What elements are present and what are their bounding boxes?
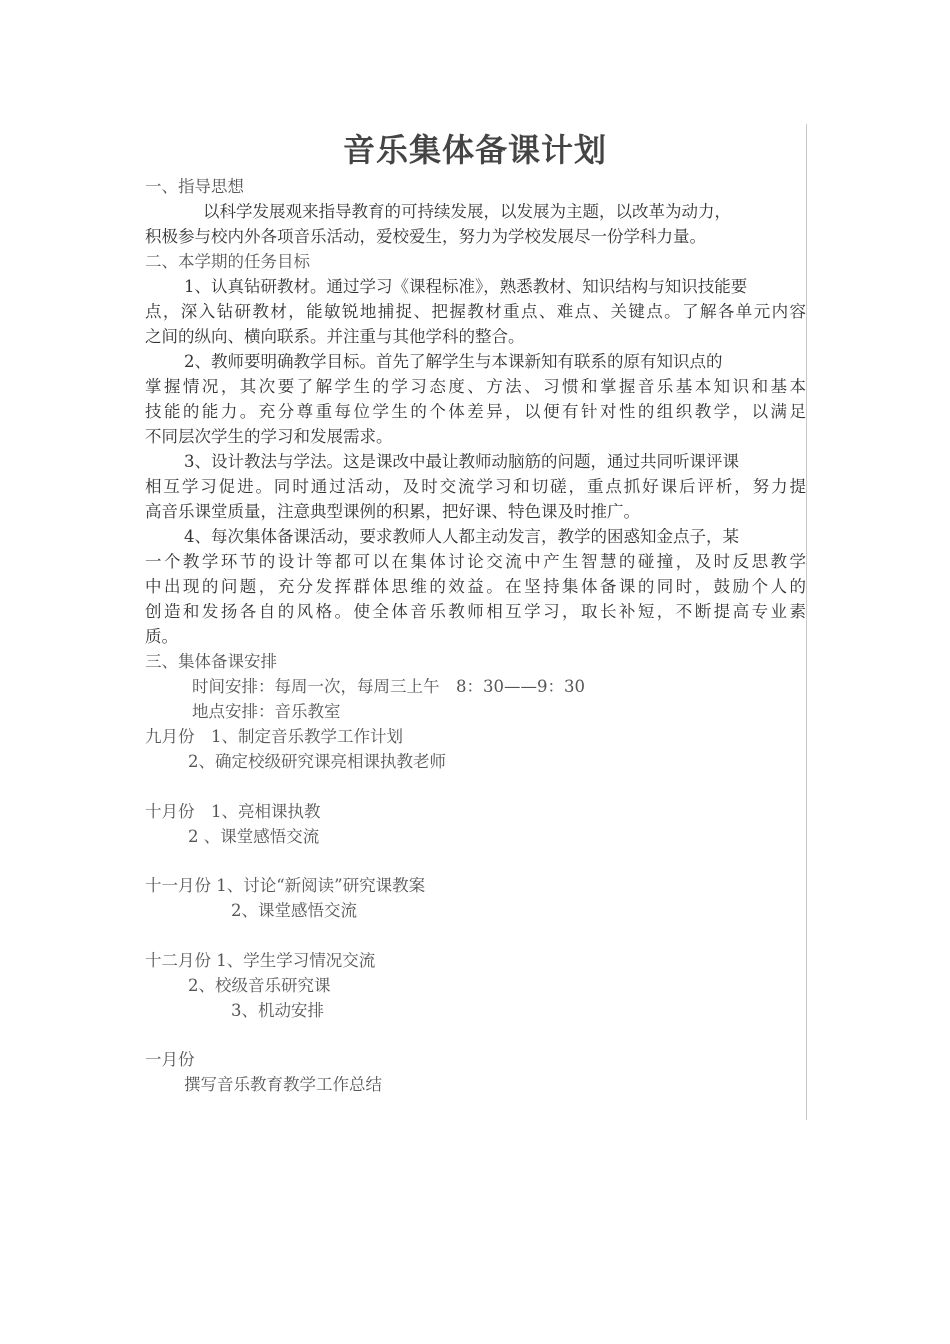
paragraph-line: 一个教学环节的设计等都可以在集体讨论交流中产生智慧的碰撞，及时反思教学 [145, 552, 806, 571]
section-heading: 三、集体备课安排 [145, 652, 277, 671]
month-item: 九月份 1、制定音乐教学工作计划 [145, 727, 403, 746]
month-subitem: 3、机动安排 [231, 1001, 324, 1020]
paragraph-line: 点，深入钻研教材，能敏锐地捕捉、把握教材重点、难点、关键点。了解各单元内容 [145, 302, 806, 321]
month-subitem: 撰写音乐教育教学工作总结 [184, 1075, 382, 1094]
paragraph-line: 4、每次集体备课活动，要求教师人人都主动发言，教学的困惑知金点子，某 [184, 527, 739, 546]
month-subitem: 2、确定校级研究课亮相课执教老师 [188, 752, 446, 771]
document-title: 音乐集体备课计划 [342, 131, 607, 169]
paragraph-line: 质。 [145, 627, 178, 646]
month-item: 一月份 [145, 1050, 195, 1069]
paragraph-line: 中出现的问题，充分发挥群体思维的效益。在坚持集体备课的同时，鼓励个人的 [145, 577, 806, 596]
paragraph-line: 1、认真钻研教材。通过学习《课程标准》，熟悉教材、知识结构与知识技能要 [184, 277, 748, 296]
month-item: 十月份 1、亮相课执教 [145, 802, 321, 821]
paragraph-line: 不同层次学生的学习和发展需求。 [145, 427, 393, 446]
paragraph-line: 之间的纵向、横向联系。并注重与其他学科的整合。 [145, 327, 525, 346]
schedule-time: 时间安排：每周一次，每周三上午 8：30——9：30 [192, 677, 585, 696]
paragraph-line: 积极参与校内外各项音乐活动，爱校爱生，努力为学校发展尽一份学科力量。 [145, 227, 706, 246]
paragraph-line: 高音乐课堂质量，注意典型课例的积累，把好课、特色课及时推广。 [145, 502, 640, 521]
paragraph-line: 3、设计教法与学法。这是课改中最让教师动脑筋的问题，通过共同听课评课 [184, 452, 739, 471]
month-subitem: 2 、课堂感悟交流 [188, 827, 320, 846]
section-heading: 一、指导思想 [145, 177, 244, 196]
paragraph-line: 掌握情况，其次要了解学生的学习态度、方法、习惯和掌握音乐基本知识和基本 [145, 377, 806, 396]
paragraph-line: 相互学习促进。同时通过活动，及时交流学习和切磋，重点抓好课后评析，努力提 [145, 477, 806, 496]
paragraph-line: 技能的能力。充分尊重每位学生的个体差异，以便有针对性的组织教学，以满足 [145, 402, 806, 421]
paragraph-line: 以科学发展观来指导教育的可持续发展，以发展为主题，以改革为动力， [203, 202, 731, 221]
month-subitem: 2、课堂感悟交流 [231, 901, 357, 920]
schedule-location: 地点安排：音乐教室 [192, 702, 341, 721]
paragraph-line: 创造和发扬各自的风格。使全体音乐教师相互学习，取长补短，不断提高专业素 [145, 602, 806, 621]
month-item: 十二月份 1、学生学习情况交流 [145, 951, 376, 970]
month-item: 十一月份 1、讨论“新阅读”研究课教案 [145, 876, 426, 895]
paragraph-line: 2、教师要明确教学目标。首先了解学生与本课新知有联系的原有知识点的 [184, 352, 723, 371]
section-heading: 二、本学期的任务目标 [145, 252, 310, 271]
margin-rule [806, 124, 807, 1120]
month-subitem: 2、校级音乐研究课 [188, 976, 331, 995]
